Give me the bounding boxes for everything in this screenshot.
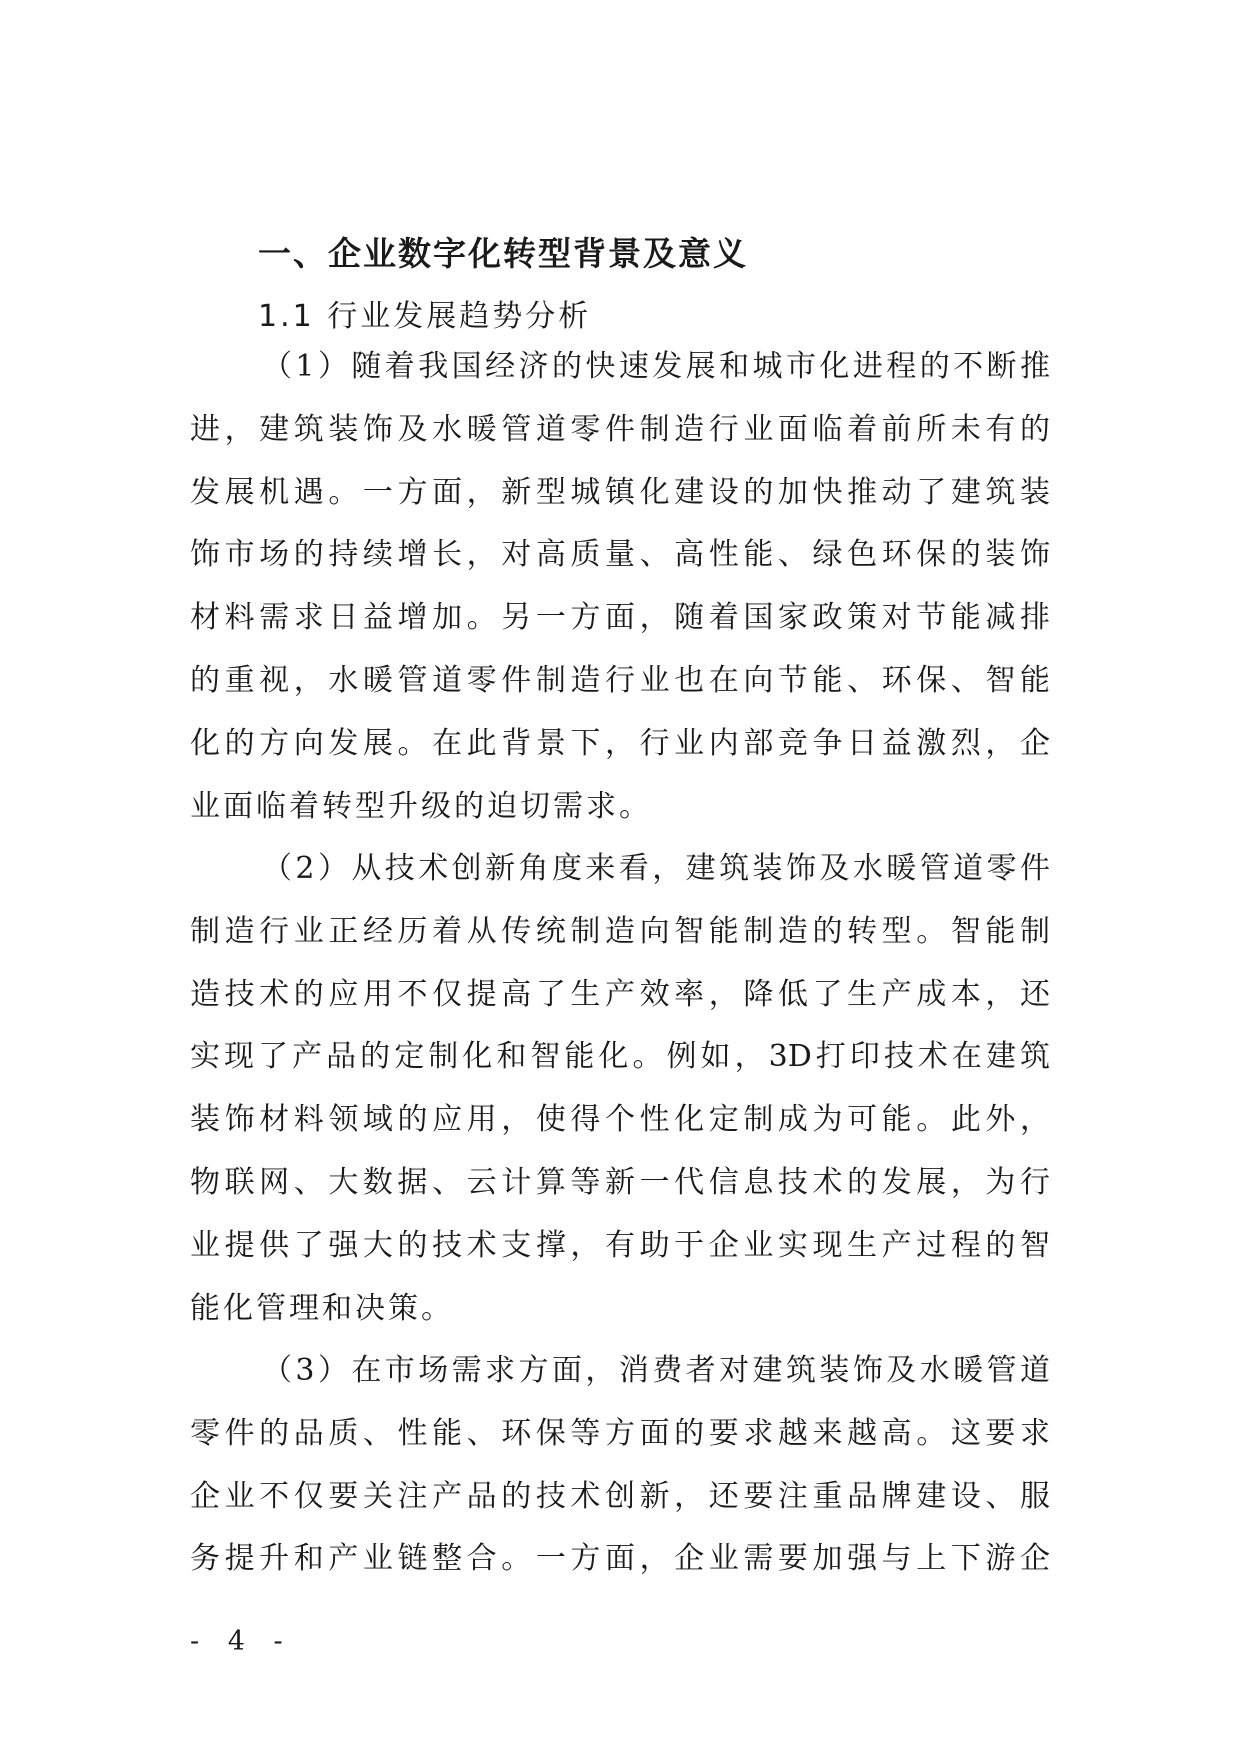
paragraph-line: 造技术的应用不仅提高了生产效率，降低了生产成本，还 <box>190 976 1050 1012</box>
paragraph-line: 实现了产品的定制化和智能化。例如，3D打印技术在建筑 <box>190 1039 1050 1075</box>
section-heading: 一、企业数字化转型背景及意义 <box>258 234 748 273</box>
paragraph-line: 业提供了强大的技术支撑，有助于企业实现生产过程的智 <box>190 1227 1050 1263</box>
paragraph-1 <box>190 336 1050 838</box>
paragraph-line: 企业不仅要关注产品的技术创新，还要注重品牌建设、服 <box>190 1478 1050 1514</box>
paragraph-2 <box>190 838 1050 1340</box>
subsection-heading: 1.1 行业发展趋势分析 <box>258 299 592 334</box>
page-number: - 4 - <box>190 1626 293 1657</box>
paragraph-line: 业面临着转型升级的迫切需求。 <box>190 788 652 824</box>
paragraph-line: （3）在市场需求方面，消费者对建筑装饰及水暖管道 <box>262 1353 1050 1388</box>
paragraph-line: 装饰材料领域的应用，使得个性化定制成为可能。此外， <box>190 1102 1050 1138</box>
paragraph-line: 饰市场的持续增长，对高质量、高性能、绿色环保的装饰 <box>190 537 1050 573</box>
paragraph-line: 进，建筑装饰及水暖管道零件制造行业面临着前所未有的 <box>190 411 1050 447</box>
paragraph-line: 化的方向发展。在此背景下，行业内部竞争日益激烈，企 <box>190 725 1050 761</box>
paragraph-3 <box>190 1340 1050 1591</box>
paragraph-line: 零件的品质、性能、环保等方面的要求越来越高。这要求 <box>190 1415 1050 1451</box>
paragraph-line: 的重视，水暖管道零件制造行业也在向节能、环保、智能 <box>190 662 1050 698</box>
paragraph-line: （1）随着我国经济的快速发展和城市化进程的不断推 <box>262 349 1050 384</box>
paragraph-line: 发展机遇。一方面，新型城镇化建设的加快推动了建筑装 <box>190 474 1050 510</box>
paragraph-line: 制造行业正经历着从传统制造向智能制造的转型。智能制 <box>190 913 1050 949</box>
paragraph-line: 务提升和产业链整合。一方面，企业需要加强与上下游企 <box>190 1541 1050 1577</box>
paragraph-line: 物联网、大数据、云计算等新一代信息技术的发展，为行 <box>190 1164 1050 1200</box>
paragraph-line: 能化管理和决策。 <box>190 1290 454 1326</box>
paragraph-line: 材料需求日益增加。另一方面，随着国家政策对节能减排 <box>190 600 1050 636</box>
paragraph-line: （2）从技术创新角度来看，建筑装饰及水暖管道零件 <box>262 851 1050 886</box>
